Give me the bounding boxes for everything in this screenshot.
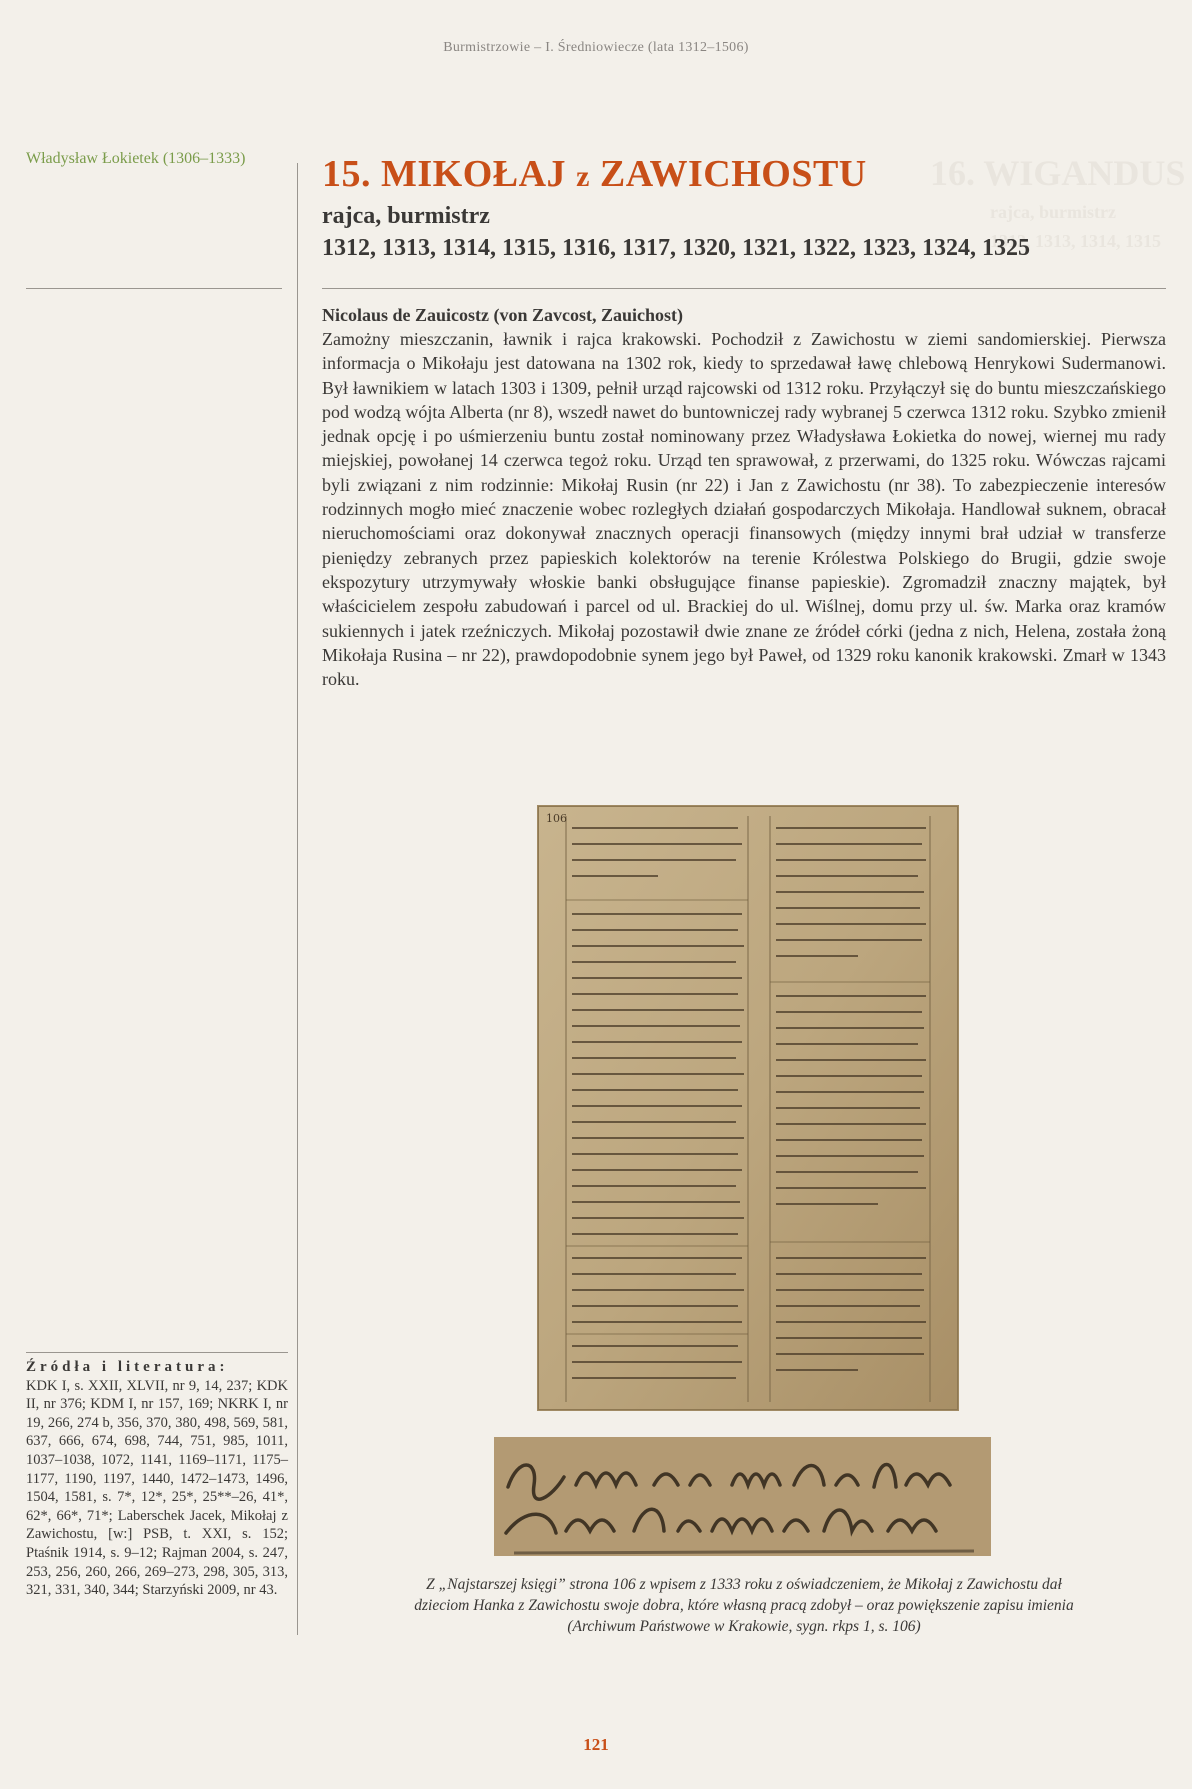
manuscript-detail-image bbox=[494, 1437, 991, 1556]
manuscript-drawing bbox=[538, 806, 958, 1410]
biography-text: Zamożny mieszczanin, ławnik i rajca krakowski. Pochodził z Zawichostu w ziemi sandomierskiej. Pierwsza informacja o Mikołaju jest datowana na 1302 rok, kiedy to sprzedawał ławę chlebową Henrykowi Sudermanowi. Był ławnikiem w latach 1303 i 1309, pełnił urząd rajcowski od 1312 roku. Przyłączył się do buntu mieszczańskiego pod wodzą wójta Alberta (nr 8), wszedł nawet do buntowniczej rady wybranej 5 czerwca 1312 roku. Szybko zmienił jednak opcję i po uśmierzeniu buntu został nominowany przez Władysława Łokietka do nowej, wiernej mu rady miejskiej, powołanej 14 czerwca tegoż roku. Urząd ten sprawował, z przerwami, do 1325 roku. Wówczas rajcami byli związani z nim rodzinnie: Mikołaj Rusin (nr 22) i Jan z Zawichostu (nr 38). To zabezpieczenie interesów rodzinnych mogło mieć znaczenie wobec rozległych działań gospodarczych Mikołaja. Handlował suknem, obracał nieruchomościami oraz dokonywał znacznych operacji finansowych (między innymi brał udział w transferze pieniędzy zebranych przez papieskich kolektorów na terenie Królestwa Polskiego do Brugii, gdzie swoje ekspozytury utrzymywały włoskie banki obsługujące finanse papieskie). Zgromadził znaczny majątek, był właścicielem zespołu zabudowań i parcel od ul. Brackiej do ul. Wiślnej, domu przy ul. św. Marka oraz kramów sukiennych i jatek rzeźniczych. Mikołaj pozostawił dwie znane ze źródeł córki (jedna z nich, Helena, została żoną Mikołaja Rusina – nr 22), prawdopodobnie synem jego był Paweł, od 1329 roku kanonik krakowski. Zmarł w 1343 roku. bbox=[322, 329, 1166, 690]
entry-roles: rajca, burmistrz bbox=[322, 203, 490, 229]
entry-years: 1312, 1313, 1314, 1315, 1316, 1317, 1320, 1321, 1322, 1323, 1324, 1325 bbox=[322, 235, 1030, 261]
header-divider bbox=[322, 288, 1166, 289]
column-divider bbox=[297, 163, 298, 1635]
caption-line-1: Z „Najstarszej księgi” strona 106 z wpisem z 1333 roku z oświadczeniem, że Mikołaj z Zawichostu dał bbox=[426, 1576, 1062, 1593]
ghost-years: 1312, 1313, 1314, 1315 bbox=[990, 231, 1161, 251]
sources-divider bbox=[26, 1352, 288, 1353]
entry-title bbox=[322, 152, 1172, 199]
ghost-title: 16. WIGANDUS bbox=[930, 153, 1186, 193]
manuscript-page-label: 106 bbox=[546, 812, 567, 825]
page-number: 121 bbox=[583, 1735, 609, 1754]
sidebar bbox=[26, 150, 282, 168]
sources-text: KDK I, s. XXII, XLVII, nr 9, 14, 237; KDK II, nr 376; KDM I, nr 157, 169; NKRK I, nr 19, 266, 274 b, 356, 370, 380, 498, 569, 581, 637, 666, 674, 698, 744, 751, 985, 1011, 1037–1038, 1072, 1141, 1169–1171, 1175–1177, 1190, 1197, 1440, 1472–1473, 1496, 1504, 1581, s. 7*, 12*, 25*, 25**–26, 41*, 62*, 66*, 71*; Laberschek Jacek, Mikołaj z Zawichostu, [w:] PSB, t. XXI, s. 152; Ptaśnik 1914, s. 9–12; Rajman 2004, s. 247, 253, 256, 260, 266, 269–273, 298, 305, 313, 321, 331, 340, 344; Starzyński 2009, nr 43. bbox=[26, 1377, 288, 1599]
manuscript-page-image bbox=[538, 806, 958, 1410]
reign-label: Władysław Łokietek (1306–1333) bbox=[26, 150, 246, 167]
sources-heading: Źródła i literatura: bbox=[26, 1359, 229, 1375]
entry-header bbox=[322, 152, 1172, 265]
latin-name: Nicolaus de Zauicostz (von Zavcost, Zauichost) bbox=[322, 305, 684, 325]
entry-title-place: ZAWICHOSTU bbox=[599, 153, 867, 195]
entry-title-name: 15. MIKOŁAJ bbox=[322, 153, 567, 195]
sources-section bbox=[26, 1358, 288, 1600]
biography-section bbox=[322, 303, 1166, 691]
sidebar-divider bbox=[26, 288, 282, 289]
figure-caption bbox=[322, 1574, 1166, 1637]
running-head: Burmistrzowie – I. Średniowiecze (lata 1312–1506) bbox=[443, 40, 749, 55]
caption-line-2: dzieciom Hanka z Zawichostu swoje dobra, które własną pracą zdobył – oraz powiększenie zapisu imienia bbox=[414, 1597, 1074, 1614]
caption-line-3: (Archiwum Państwowe w Krakowie, sygn. rkps 1, s. 106) bbox=[567, 1618, 921, 1635]
ghost-roles: rajca, burmistrz bbox=[990, 202, 1116, 222]
detail-drawing bbox=[494, 1437, 991, 1556]
entry-title-connector: z bbox=[576, 160, 590, 193]
